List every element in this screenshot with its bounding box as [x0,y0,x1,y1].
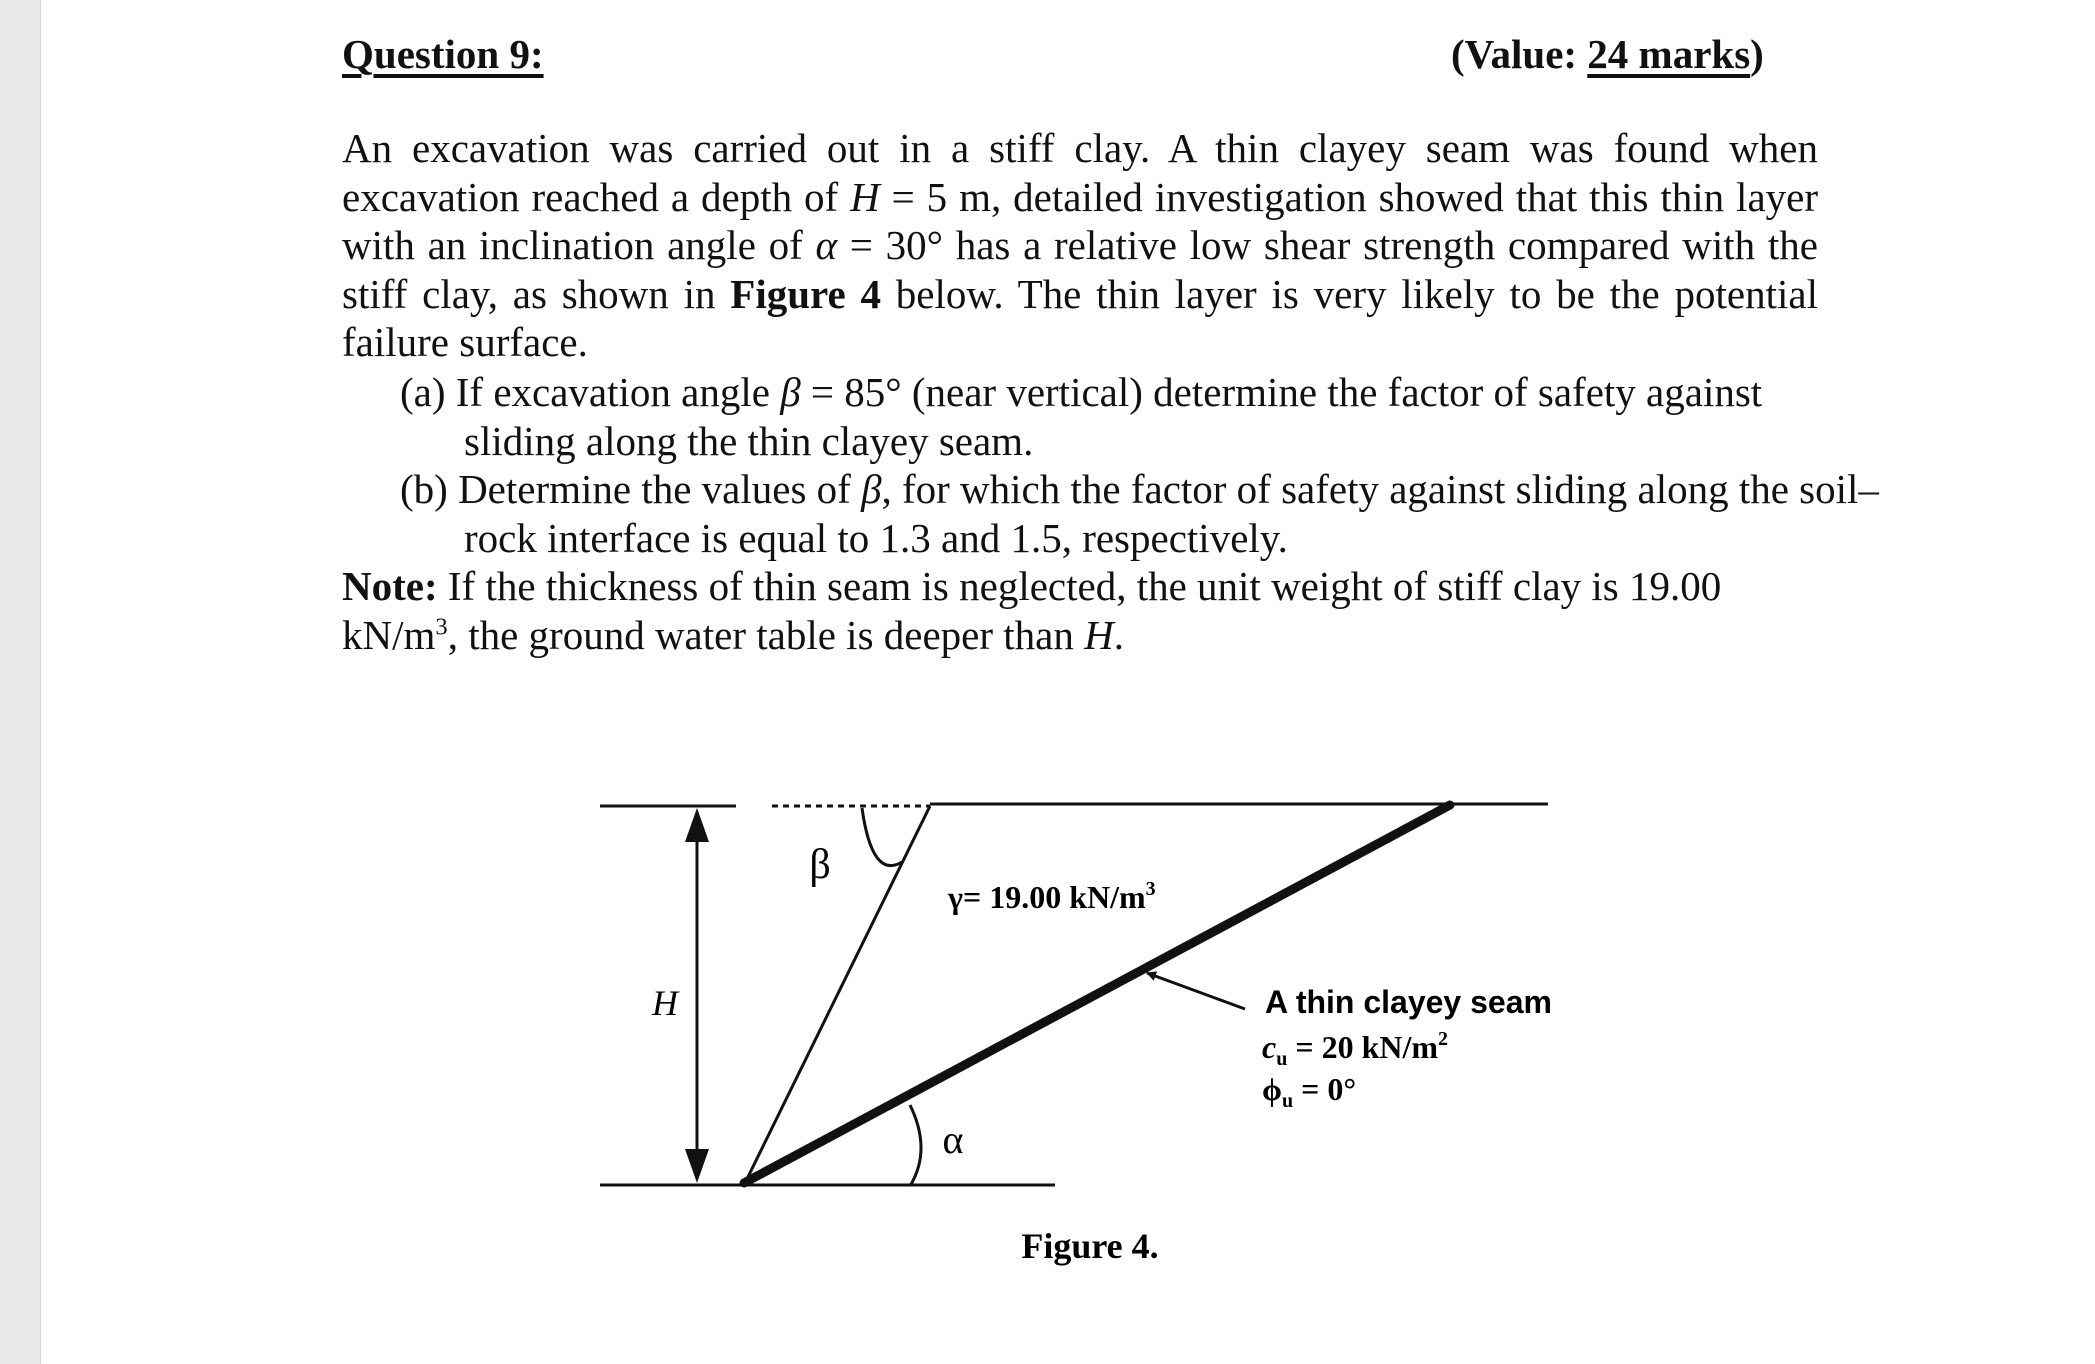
phi-symbol: ϕ [1262,1071,1282,1107]
beta-label: β [809,842,831,888]
note-text-3: . [1113,611,1124,658]
H-arrow-down [685,1149,709,1183]
beta-arc [862,808,902,866]
alpha-label: α [942,1117,964,1162]
note-superscript: 3 [435,612,448,640]
figure-caption: Figure 4. [1021,1226,1159,1266]
part-a-text-2: = 85° (near vertical) determine the factor of safety against sliding along the thin clayey seam. [464,369,1763,464]
part-b-text-1: Determine the values of [458,466,862,512]
part-b-text-2: , for which the factor of safety against sliding along the soil–rock interface is equal to 1.3 and 1.5, respectively. [464,466,1879,561]
gamma-text: γ= 19.00 kN/m [948,879,1146,915]
note-label: Note: [342,563,438,609]
gamma-superscript: 3 [1145,878,1156,900]
H-label: H [652,983,678,1023]
part-a-label: (a) [400,369,446,415]
value-suffix: ) [1750,31,1764,77]
part-a-text-1: If excavation angle [455,369,781,415]
paragraph-text-4: below. The thin layer is very likely to be the potential failure surface. [342,270,1818,365]
value-marks: 24 marks [1587,31,1751,77]
part-b-beta: β [861,466,882,512]
part-a-beta: β [780,369,801,415]
seam-title: A thin clayey seam [1265,984,1552,1020]
cu-subscript: u [1276,1048,1288,1070]
phi-label [1262,1071,1356,1112]
seam-leader-arrow [1147,973,1245,1009]
paragraph-text-1: An excavation was carried out in a stiff clay. A thin clayey seam was found when excavation reached a depth of [342,125,1818,220]
symbol-alpha: α [815,222,838,268]
cu-superscript: 2 [1438,1028,1449,1050]
note-text-1: If the thickness of thin seam is neglected, the unit weight of stiff clay is 19.00 kN/m [342,563,1722,658]
cu-value: = 20 kN/m [1287,1029,1439,1065]
H-arrow-up [685,808,709,842]
paragraph-text-3: = 30° has a relative low shear strength compared with the stiff clay, as shown in [342,222,1818,317]
alpha-arc [910,1105,921,1186]
phi-value: = 0° [1293,1071,1357,1107]
cu-label [1262,1028,1448,1070]
cu-symbol: c [1262,1029,1277,1065]
paragraph-text-2: = 5 m, detailed investigation showed that this thin layer with an inclination angle of [342,173,1818,268]
part-b-label: (b) [400,466,448,512]
unit-weight-label [947,878,1156,915]
note-text-2: , the ground water table is deeper than [447,611,1085,658]
phi-subscript: u [1281,1090,1294,1112]
note-symbol-H: H [1084,611,1114,658]
figure-reference: Figure 4 [730,270,881,317]
value-prefix: (Value: [1451,31,1588,77]
question-title: Question 9: [342,31,544,77]
symbol-H: H [850,173,880,220]
